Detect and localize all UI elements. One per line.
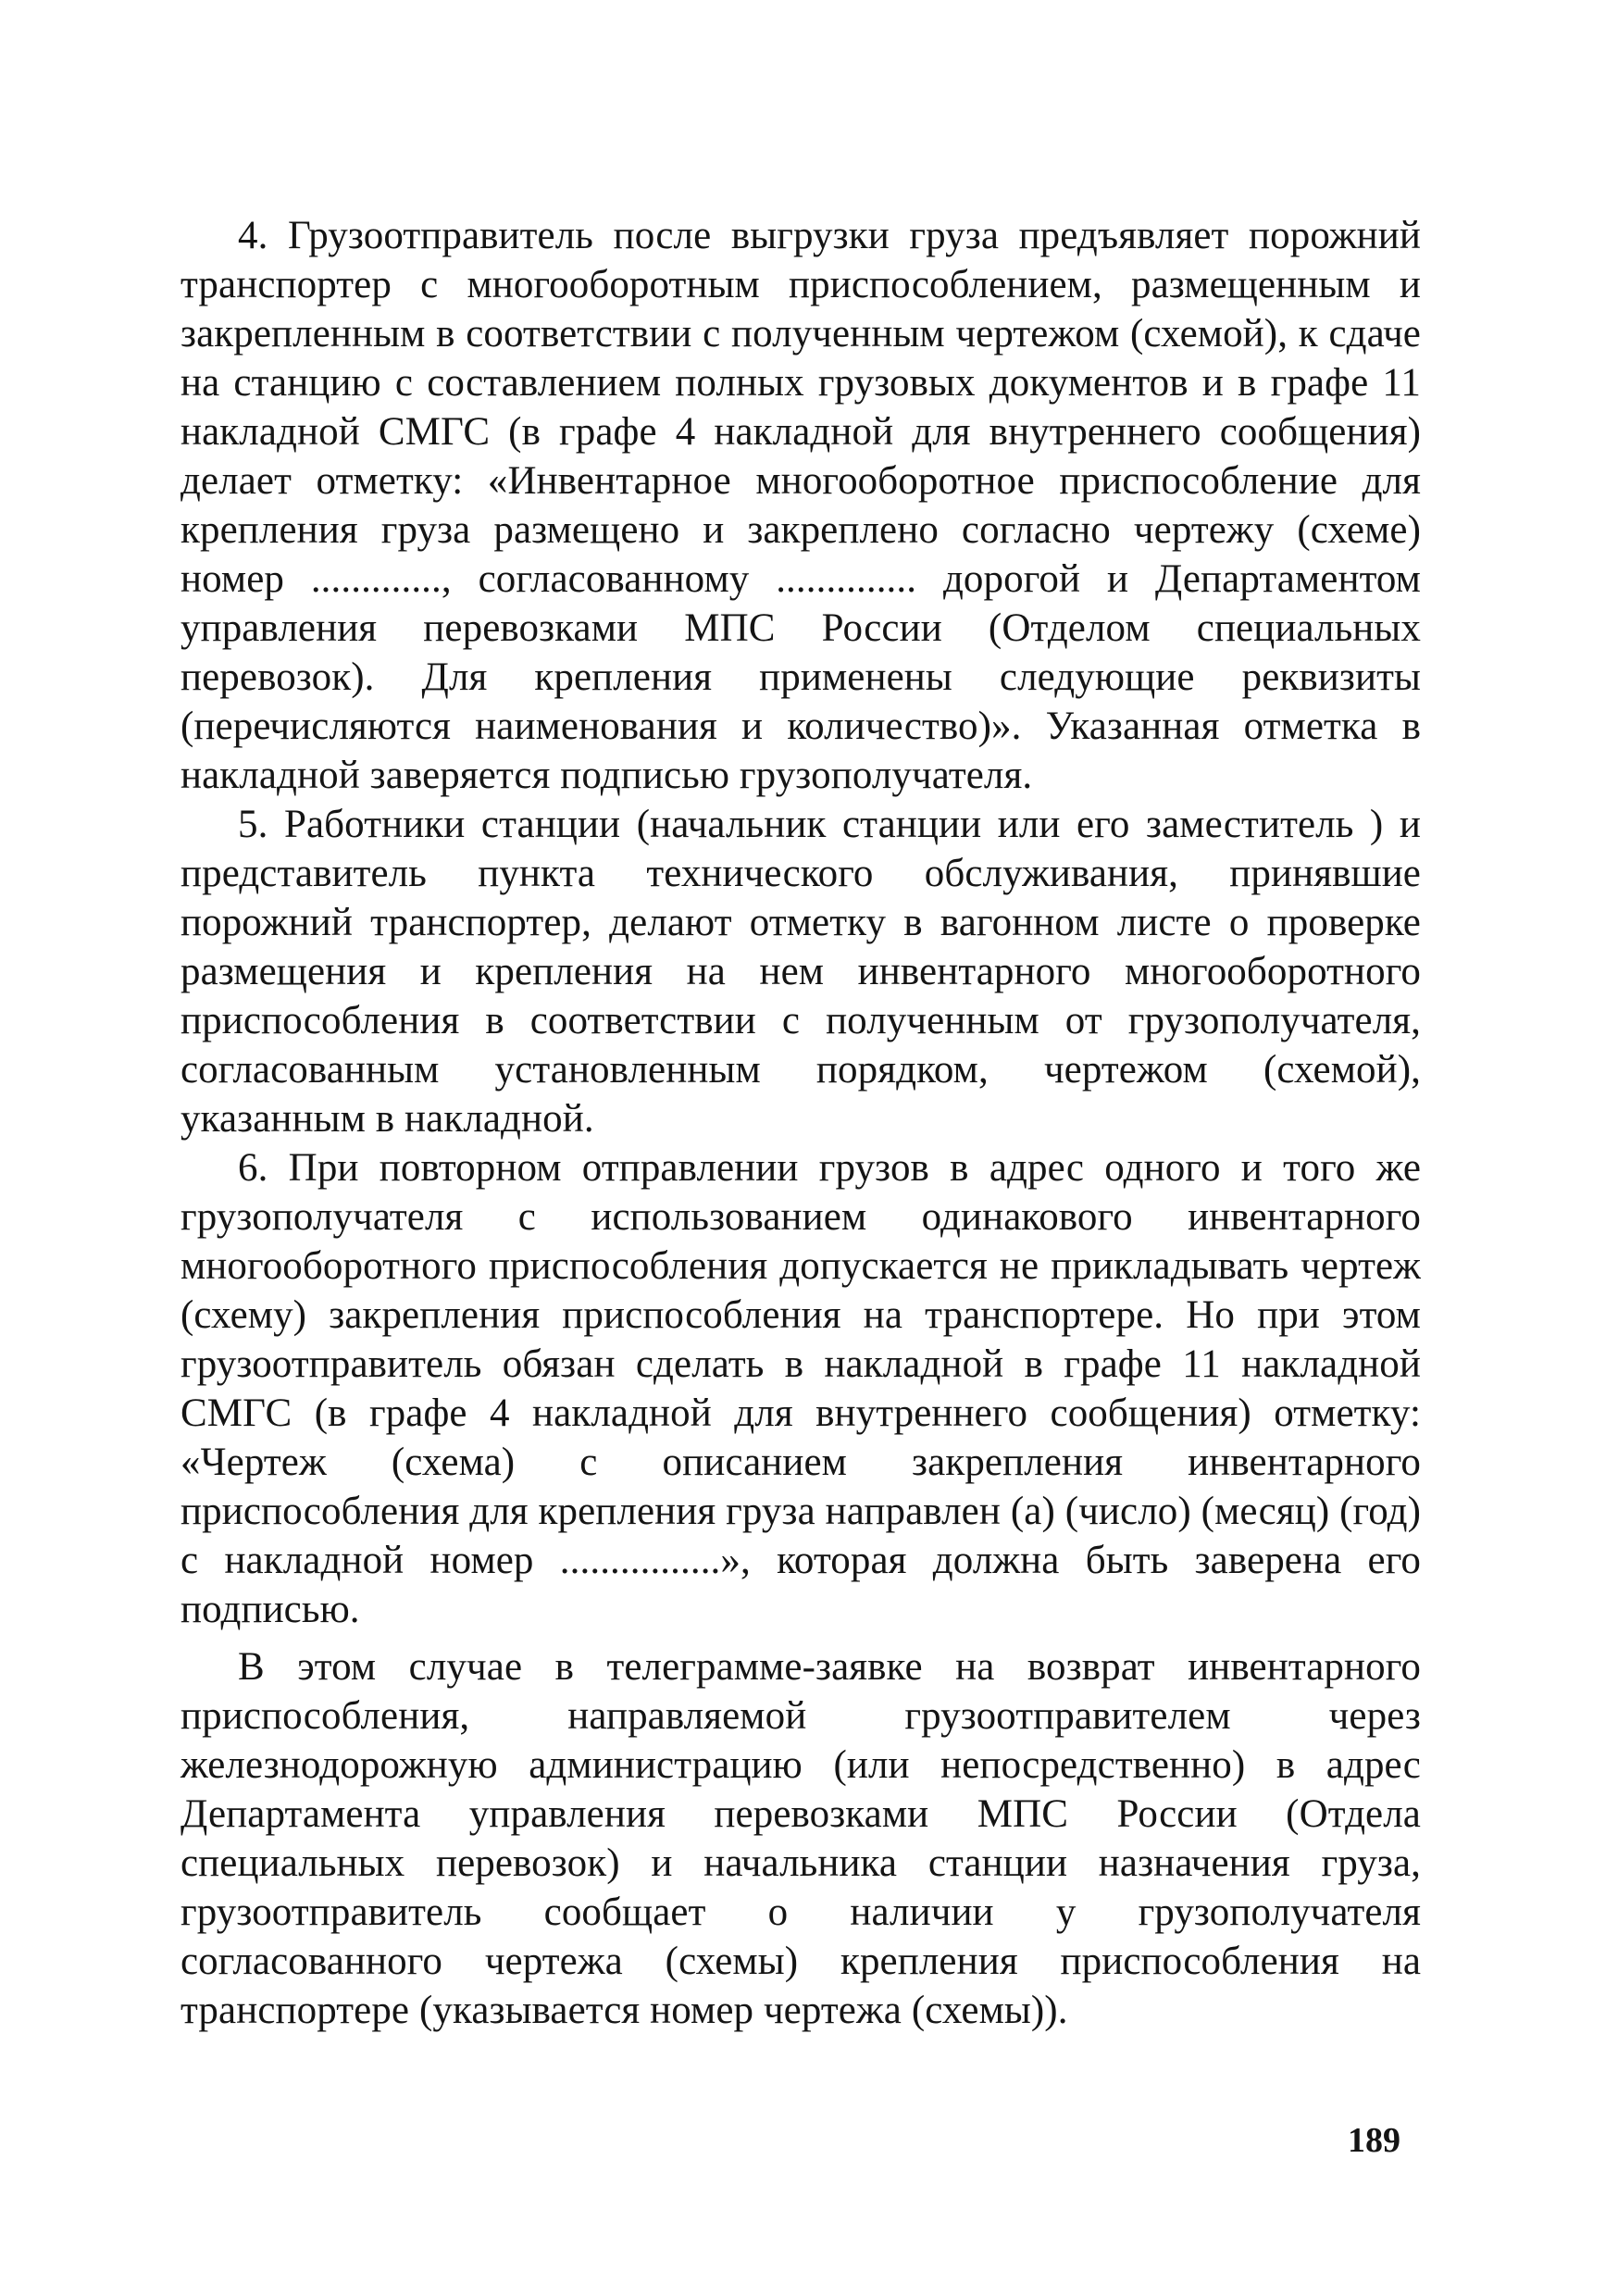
page-content	[180, 211, 1421, 2035]
page-number: 189	[1348, 2121, 1400, 2160]
paragraph-6: 6. При повторном отправлении грузов в адрес одного и того же грузополучателя с использованием одинакового инвентарного многооборотного приспособления допускается не прикладывать чертеж (схему) закрепления приспособления на транспортере. Но при этом грузоотправитель обязан сделать в накладной в графе 11 накладной СМГС (в графе 4 накладной для внутреннего сообщения) отметку: «Чертеж (схема) с описанием закрепления инвентарного приспособления для крепления груза направлен (а) (число) (месяц) (год) с накладной номер ................», которая должна быть заверена его подписью.	[180, 1146, 1421, 1631]
paragraph-telegram: В этом случае в телеграмме-заявке на возврат инвентарного приспособления, направляемой грузоотправителем через железнодорожную администрацию (или непосредственно) в адрес Департамента управления перевозками МПС России (Отдела специальных перевозок) и начальника станции назначения груза, грузоотправитель сообщает о наличии у грузополучателя согласованного чертежа (схемы) крепления приспособления на транспортере (указывается номер чертежа (схемы)).	[180, 1645, 1421, 2032]
paragraph-5: 5. Работники станции (начальник станции или его заместитель ) и представитель пункта технического обслуживания, принявшие порожний транспортер, делают отметку в вагонном листе о проверке размещения и крепления на нем инвентарного многооборотного приспособления в соответствии с полученным от грузополучателя, согласованным установленным порядком, чертежом (схемой), указанным в накладной.	[180, 803, 1421, 1141]
paragraph-4: 4. Грузоотправитель после выгрузки груза предъявляет порожний транспортер с многооборотным приспособлением, размещенным и закрепленным в соответствии с полученным чертежом (схемой), к сдаче на станцию с составлением полных грузовых документов и в графе 11 накладной СМГС (в графе 4 накладной для внутреннего сообщения) делает отметку: «Инвентарное многооборотное приспособление для крепления груза размещено и закреплено согласно чертежу (схеме) номер ............., согласованному .............. дорогой и Департаментом управления перевозками МПС России (Отделом специальных перевозок). Для крепления применены следующие реквизиты (перечисляются наименования и количество)». Указанная отметка в накладной заверяется подписью грузополучателя.	[180, 214, 1421, 797]
text-block	[180, 211, 1421, 2035]
